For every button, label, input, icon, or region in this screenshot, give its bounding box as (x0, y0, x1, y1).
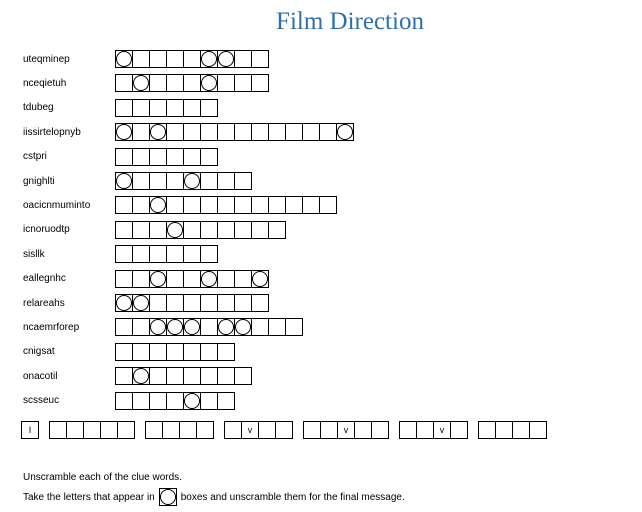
letter-box[interactable] (285, 123, 303, 141)
letter-box[interactable] (251, 318, 269, 336)
circled-letter-box[interactable] (132, 294, 150, 312)
circled-letter-box[interactable] (336, 123, 354, 141)
answer-boxes (115, 294, 269, 312)
letter-box[interactable] (166, 148, 184, 166)
letter-box[interactable] (166, 343, 184, 361)
circled-letter-box[interactable] (234, 318, 252, 336)
letter-box[interactable] (149, 343, 167, 361)
circled-letter-box[interactable] (183, 172, 201, 190)
clue-row (23, 270, 269, 288)
letter-box[interactable] (285, 196, 303, 214)
final-letter-box[interactable] (275, 421, 293, 439)
clue-row (23, 392, 235, 410)
instruction-line-2 (23, 488, 405, 506)
letter-box[interactable] (251, 123, 269, 141)
clue-word: onacotil (23, 370, 58, 382)
letter-box[interactable] (234, 123, 252, 141)
clue-row (23, 123, 354, 141)
letter-box[interactable] (183, 123, 201, 141)
letter-box[interactable] (149, 221, 167, 239)
letter-box[interactable] (302, 123, 320, 141)
letter-box[interactable] (217, 74, 235, 92)
answer-boxes (115, 172, 252, 190)
final-letter-box[interactable] (478, 421, 496, 439)
letter-box[interactable] (319, 123, 337, 141)
final-letter-box[interactable] (117, 421, 135, 439)
final-letter-box[interactable] (83, 421, 101, 439)
letter-box[interactable] (200, 392, 218, 410)
letter-box[interactable] (285, 318, 303, 336)
clue-row (23, 343, 235, 361)
letter-box[interactable] (268, 221, 286, 239)
letter-box[interactable] (234, 270, 252, 288)
answer-boxes (115, 270, 269, 288)
letter-box[interactable] (115, 74, 133, 92)
clue-word: nceqietuh (23, 77, 67, 89)
answer-boxes (115, 245, 218, 263)
clue-word: eallegnhc (23, 273, 66, 285)
letter-box[interactable] (200, 367, 218, 385)
clue-row (23, 318, 303, 336)
instruction-text-after: boxes and unscramble them for the final message. (180, 491, 405, 503)
letter-box[interactable] (217, 172, 235, 190)
clue-word: relareahs (23, 297, 65, 309)
final-letter-box[interactable] (371, 421, 389, 439)
letter-box[interactable] (217, 392, 235, 410)
circled-letter-box[interactable] (166, 221, 184, 239)
clue-word: scsseuc (23, 395, 60, 407)
circled-letter-box[interactable] (115, 50, 133, 68)
circled-letter-box[interactable] (115, 123, 133, 141)
letter-box[interactable] (251, 221, 269, 239)
clue-row (23, 367, 252, 385)
letter-box[interactable] (149, 172, 167, 190)
letter-box[interactable] (149, 392, 167, 410)
letter-box[interactable] (234, 172, 252, 190)
circled-letter-box[interactable] (200, 270, 218, 288)
final-letter-box[interactable] (162, 421, 180, 439)
puzzle-title: Film Direction (276, 8, 424, 35)
letter-box[interactable] (234, 50, 252, 68)
letter-box[interactable] (166, 123, 184, 141)
final-letter-box[interactable]: I (21, 421, 39, 439)
circled-letter-box[interactable] (132, 367, 150, 385)
clue-word: gnighlti (23, 175, 55, 187)
letter-box[interactable] (115, 392, 133, 410)
letter-box[interactable] (200, 343, 218, 361)
answer-boxes (115, 50, 269, 68)
letter-box[interactable] (183, 245, 201, 263)
circle-box-sample-icon (159, 488, 177, 506)
letter-box[interactable] (132, 148, 150, 166)
letter-box[interactable] (115, 318, 133, 336)
final-letter-box[interactable] (495, 421, 513, 439)
clue-row (23, 196, 337, 214)
answer-boxes (115, 196, 337, 214)
clue-word: icnoruodtp (23, 224, 70, 236)
letter-box[interactable] (183, 343, 201, 361)
circled-letter-box[interactable] (149, 270, 167, 288)
letter-box[interactable] (200, 221, 218, 239)
letter-box[interactable] (183, 50, 201, 68)
answer-boxes (115, 99, 218, 117)
letter-box[interactable] (115, 196, 133, 214)
circled-letter-box[interactable] (166, 318, 184, 336)
final-word-group (224, 421, 293, 439)
final-letter-box[interactable] (258, 421, 276, 439)
answer-boxes (115, 318, 303, 336)
letter-box[interactable] (149, 50, 167, 68)
letter-box[interactable] (217, 343, 235, 361)
clue-row (23, 172, 252, 190)
letter-box[interactable] (183, 367, 201, 385)
letter-box[interactable] (115, 367, 133, 385)
final-letter-box[interactable] (196, 421, 214, 439)
letter-box[interactable] (166, 50, 184, 68)
final-letter-box[interactable] (354, 421, 372, 439)
final-letter-box[interactable] (529, 421, 547, 439)
letter-box[interactable] (115, 343, 133, 361)
clue-word: tdubeg (23, 102, 54, 114)
clue-word: sisllk (23, 248, 45, 260)
letter-box[interactable] (251, 74, 269, 92)
letter-box[interactable] (149, 245, 167, 263)
letter-box[interactable] (149, 148, 167, 166)
letter-box[interactable] (234, 196, 252, 214)
letter-box[interactable] (200, 245, 218, 263)
letter-box[interactable] (132, 99, 150, 117)
letter-box[interactable] (217, 294, 235, 312)
letter-box[interactable] (217, 196, 235, 214)
clue-word: cnigsat (23, 346, 55, 358)
letter-box[interactable] (234, 221, 252, 239)
letter-box[interactable] (149, 74, 167, 92)
letter-box[interactable] (132, 172, 150, 190)
letter-box[interactable] (183, 99, 201, 117)
letter-box[interactable] (166, 196, 184, 214)
letter-box[interactable] (132, 196, 150, 214)
answer-boxes (115, 148, 218, 166)
clue-row (23, 50, 269, 68)
letter-box[interactable] (183, 196, 201, 214)
circled-letter-box[interactable] (115, 294, 133, 312)
final-letter-box[interactable] (416, 421, 434, 439)
letter-box[interactable] (183, 148, 201, 166)
letter-box[interactable] (200, 318, 218, 336)
answer-boxes (115, 123, 354, 141)
circled-letter-box[interactable] (217, 50, 235, 68)
final-message (21, 421, 557, 439)
circled-letter-box[interactable] (183, 392, 201, 410)
final-letter-box[interactable] (49, 421, 67, 439)
letter-box[interactable] (115, 221, 133, 239)
answer-boxes (115, 221, 286, 239)
final-letter-box[interactable] (66, 421, 84, 439)
answer-boxes (115, 367, 252, 385)
circled-letter-box[interactable] (200, 74, 218, 92)
final-letter-box[interactable] (303, 421, 321, 439)
letter-box[interactable] (149, 294, 167, 312)
circled-letter-box[interactable] (217, 318, 235, 336)
letter-box[interactable] (319, 196, 337, 214)
letter-box[interactable] (149, 99, 167, 117)
final-word-group (399, 421, 468, 439)
letter-box[interactable] (217, 367, 235, 385)
letter-box[interactable] (200, 294, 218, 312)
letter-box[interactable] (115, 148, 133, 166)
final-letter-box[interactable] (512, 421, 530, 439)
letter-box[interactable] (132, 318, 150, 336)
letter-box[interactable] (302, 196, 320, 214)
instruction-line-1: Unscramble each of the clue words. (23, 472, 182, 483)
final-letter-box[interactable] (224, 421, 242, 439)
circled-letter-box[interactable] (132, 74, 150, 92)
final-letter-box[interactable] (450, 421, 468, 439)
letter-box[interactable] (132, 343, 150, 361)
letter-box[interactable] (132, 392, 150, 410)
clue-word: cstpri (23, 151, 47, 163)
letter-box[interactable] (132, 221, 150, 239)
letter-box[interactable] (132, 123, 150, 141)
letter-box[interactable] (217, 123, 235, 141)
final-letter-box[interactable]: v (241, 421, 259, 439)
letter-box[interactable] (217, 270, 235, 288)
clue-row (23, 221, 286, 239)
circled-letter-box[interactable] (149, 318, 167, 336)
final-letter-box[interactable] (320, 421, 338, 439)
letter-box[interactable] (132, 245, 150, 263)
letter-box[interactable] (268, 318, 286, 336)
letter-box[interactable] (183, 294, 201, 312)
clue-word: oacicnmuminto (23, 199, 91, 211)
final-letter-box[interactable] (100, 421, 118, 439)
final-letter-box[interactable] (179, 421, 197, 439)
letter-box[interactable] (268, 196, 286, 214)
letter-box[interactable] (166, 74, 184, 92)
letter-box[interactable] (234, 367, 252, 385)
letter-box[interactable] (149, 367, 167, 385)
letter-box[interactable] (183, 270, 201, 288)
letter-box[interactable] (251, 196, 269, 214)
letter-box[interactable] (183, 74, 201, 92)
clue-row (23, 148, 218, 166)
letter-box[interactable] (183, 221, 201, 239)
final-word-group (303, 421, 389, 439)
final-letter-box[interactable]: v (433, 421, 451, 439)
final-word-group (478, 421, 547, 439)
letter-box[interactable] (166, 367, 184, 385)
letter-box[interactable] (115, 270, 133, 288)
letter-box[interactable] (268, 123, 286, 141)
clue-word: iissirtelopnyb (23, 126, 81, 138)
circled-letter-box[interactable] (200, 50, 218, 68)
letter-box[interactable] (200, 123, 218, 141)
letter-box[interactable] (115, 245, 133, 263)
answer-boxes (115, 74, 269, 92)
instruction-text-before: Take the letters that appear in (23, 491, 155, 503)
clue-row (23, 99, 218, 117)
clue-word: uteqminep (23, 53, 70, 65)
letter-box[interactable] (166, 99, 184, 117)
final-letter-box[interactable]: v (337, 421, 355, 439)
circled-letter-box[interactable] (115, 172, 133, 190)
letter-box[interactable] (200, 196, 218, 214)
letter-box[interactable] (166, 392, 184, 410)
letter-box[interactable] (166, 172, 184, 190)
clue-word: ncaemrforep (23, 321, 80, 333)
answer-boxes (115, 392, 235, 410)
circled-letter-box[interactable] (251, 270, 269, 288)
final-word-group (49, 421, 135, 439)
final-word-group (21, 421, 39, 439)
circled-letter-box[interactable] (149, 196, 167, 214)
letter-box[interactable] (200, 148, 218, 166)
final-word-group (145, 421, 214, 439)
letter-box[interactable] (115, 99, 133, 117)
letter-box[interactable] (251, 50, 269, 68)
letter-box[interactable] (234, 74, 252, 92)
letter-box[interactable] (166, 294, 184, 312)
letter-box[interactable] (166, 245, 184, 263)
letter-box[interactable] (200, 172, 218, 190)
letter-box[interactable] (132, 270, 150, 288)
clue-row (23, 245, 218, 263)
letter-box[interactable] (251, 294, 269, 312)
letter-box[interactable] (234, 294, 252, 312)
clue-row (23, 74, 269, 92)
letter-box[interactable] (166, 270, 184, 288)
final-letter-box[interactable] (145, 421, 163, 439)
letter-box[interactable] (217, 221, 235, 239)
clue-row (23, 294, 269, 312)
letter-box[interactable] (132, 50, 150, 68)
answer-boxes (115, 343, 235, 361)
circled-letter-box[interactable] (183, 318, 201, 336)
letter-box[interactable] (200, 99, 218, 117)
circled-letter-box[interactable] (149, 123, 167, 141)
final-letter-box[interactable] (399, 421, 417, 439)
